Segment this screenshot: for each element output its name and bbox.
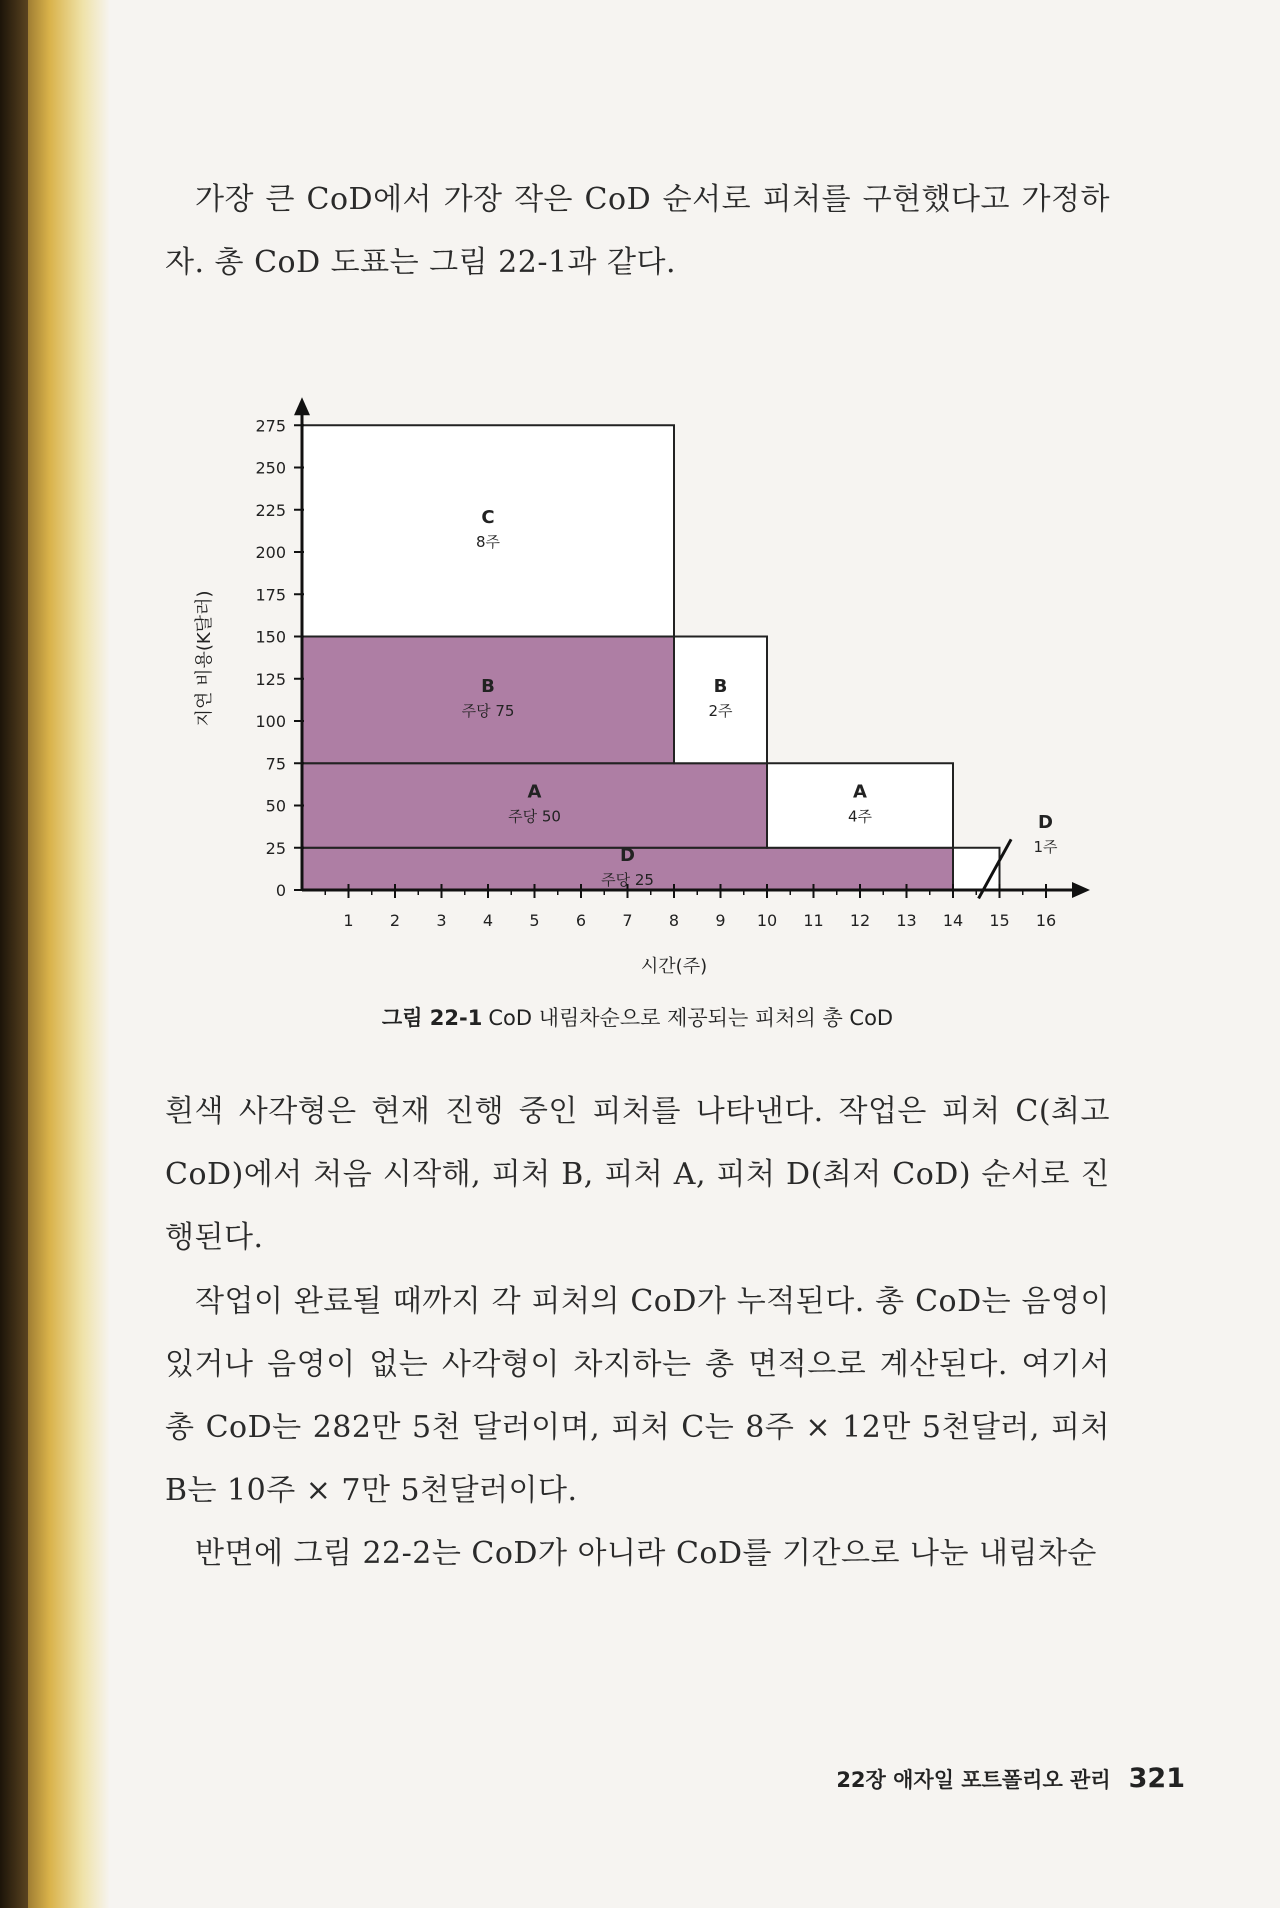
- block-label: D: [620, 844, 635, 866]
- x-tick-label: 2: [389, 911, 401, 930]
- body-paragraph: 작업이 완료될 때까지 각 피처의 CoD가 누적된다. 총 CoD는 음영이 있거나 음영이 없는 사각형이 차지하는 총 면적으로 계산된다. 여기서 총 CoD는 282만 5천 달러이며, 피처 C는 8주 × 12만 5천달러, 피처 B는 10주 × 7만 5천달러이다.: [165, 1284, 1110, 1508]
- y-tick-label: 225: [255, 500, 286, 520]
- cod-chart: [190, 328, 1090, 998]
- cod-block-b-open: [674, 637, 767, 764]
- y-tick-label: 200: [255, 543, 286, 562]
- cod-block-a-open: [767, 763, 953, 848]
- x-tick-label: 14: [942, 911, 964, 930]
- running-chapter-title: 22장 애자일 포트폴리오 관리: [836, 1768, 1111, 1792]
- caption-text: CoD 내림차순으로 제공되는 피처의 총 CoD: [488, 1006, 894, 1030]
- block-label: A: [527, 781, 542, 803]
- cod-block-a-shaded: [302, 763, 767, 848]
- x-tick-label: 15: [989, 911, 1010, 930]
- y-tick-label: 250: [255, 458, 286, 478]
- x-tick-label: 3: [436, 911, 447, 930]
- y-tick-label: 100: [255, 712, 286, 731]
- x-tick-label: 7: [622, 911, 633, 930]
- x-tick-label: 9: [715, 911, 726, 930]
- cod-block-c-open: [302, 425, 674, 636]
- block-sublabel: 1주: [1033, 837, 1058, 856]
- y-tick-label: 175: [255, 585, 286, 605]
- y-axis-arrow: [294, 397, 310, 415]
- page-footer: [836, 1763, 1185, 1794]
- x-tick-label: 6: [575, 911, 587, 930]
- y-axis-label: 지연 비용(K달러): [194, 590, 215, 727]
- cod-block-b-shaded: [302, 637, 674, 764]
- block-sublabel: 주당 25: [601, 870, 654, 889]
- y-tick-label: 75: [265, 754, 286, 774]
- body-paragraph: 반면에 그림 22-2는 CoD가 아니라 CoD를 기간으로 나눈 내림차순: [195, 1536, 1097, 1571]
- book-binding-shadow: [0, 0, 110, 1908]
- y-tick-label: 125: [255, 669, 286, 689]
- caption-number: 그림 22-1: [381, 1006, 483, 1030]
- x-axis-arrow: [1072, 882, 1090, 898]
- x-tick-label: 12: [849, 911, 871, 930]
- block-label: B: [713, 675, 728, 697]
- block-sublabel: 8주: [475, 532, 501, 551]
- body-paragraph: 가장 큰 CoD에서 가장 작은 CoD 순서로 피처를 구현했다고 가정하자. 총 CoD 도표는 그림 22-1과 같다.: [165, 182, 1110, 280]
- figure-caption: [165, 1002, 1110, 1032]
- x-tick-label: 11: [803, 911, 824, 930]
- x-tick-label: 16: [1035, 911, 1057, 930]
- x-tick-label: 13: [896, 911, 917, 930]
- y-tick-label: 275: [255, 416, 286, 436]
- body-paragraph: 흰색 사각형은 현재 진행 중인 피처를 나타낸다. 작업은 피처 C(최고 CoD)에서 처음 시작해, 피처 B, 피처 A, 피처 D(최저 CoD) 순서로 진행된다.: [165, 1094, 1110, 1255]
- y-tick-label: 0: [275, 881, 286, 900]
- block-sublabel: 4주: [847, 807, 873, 826]
- x-tick-label: 1: [343, 911, 354, 930]
- block-label: C: [481, 506, 495, 528]
- block-sublabel: 주당 50: [508, 807, 561, 826]
- y-tick-label: 25: [265, 838, 286, 858]
- x-tick-label: 10: [756, 911, 778, 930]
- cod-block-d-open: [953, 848, 1000, 890]
- x-tick-label: 4: [482, 911, 494, 930]
- block-label: A: [853, 781, 867, 803]
- y-tick-label: 50: [265, 796, 286, 816]
- block-label: D: [1038, 811, 1053, 833]
- block-sublabel: 2주: [708, 701, 733, 720]
- x-axis-label: 시간(주): [640, 956, 708, 977]
- block-sublabel: 주당 75: [461, 701, 515, 720]
- block-label: B: [481, 675, 495, 697]
- page-number: 321: [1128, 1763, 1185, 1794]
- x-tick-label: 5: [529, 911, 540, 930]
- y-tick-label: 150: [255, 627, 286, 647]
- x-tick-label: 8: [668, 911, 680, 930]
